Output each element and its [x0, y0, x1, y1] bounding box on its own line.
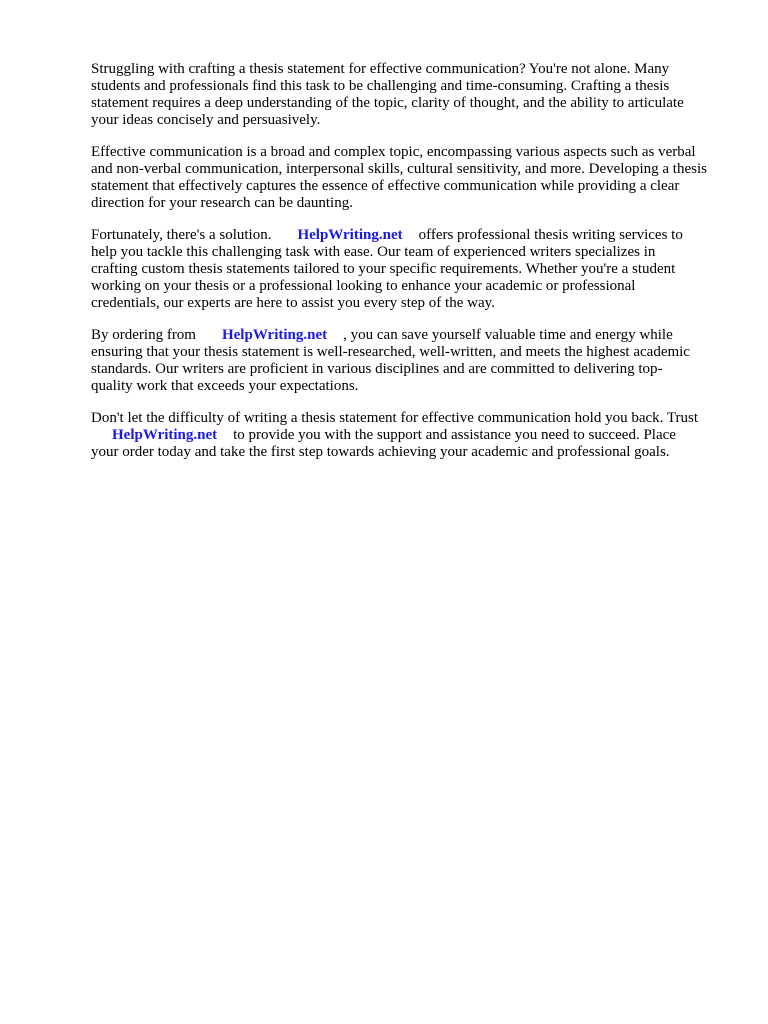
paragraph-line: credentials, our experts are here to assist you every step of the way. [91, 295, 495, 311]
paragraph-line [91, 227, 741, 244]
paragraph-line: help you tackle this challenging task with ease. Our team of experienced writers specializes in [91, 244, 656, 260]
paragraph-closing [91, 410, 741, 461]
paragraph-solution [91, 227, 741, 312]
line-text: By ordering from [91, 327, 196, 343]
paragraph-topic [91, 144, 741, 212]
paragraph-ordering [91, 327, 741, 395]
paragraph-line: your ideas concisely and persuasively. [91, 112, 321, 128]
paragraph-line: students and professionals find this task to be challenging and time-consuming. Crafting a thesis [91, 78, 670, 94]
line-text: Fortunately, there's a solution. [91, 227, 272, 243]
paragraph-line: and non-verbal communication, interpersonal skills, cultural sensitivity, and more. Developing a thesis [91, 161, 707, 177]
paragraph-line: direction for your research can be daunting. [91, 195, 353, 211]
paragraph-line: Don't let the difficulty of writing a thesis statement for effective communication hold you back. Trust [91, 410, 699, 426]
paragraph-line: crafting custom thesis statements tailored to your specific requirements. Whether you're a student [91, 261, 676, 277]
paragraph-line: statement requires a deep understanding of the topic, clarity of thought, and the ability to articulate [91, 95, 684, 111]
paragraph-line: Effective communication is a broad and complex topic, encompassing various aspects such as verbal [91, 144, 696, 160]
paragraph-line: working on your thesis or a professional looking to enhance your academic or professional [91, 278, 636, 294]
helpwriting-link[interactable]: HelpWriting.net [112, 427, 218, 443]
helpwriting-link[interactable]: HelpWriting.net [297, 227, 403, 243]
paragraph-line: standards. Our writers are proficient in various disciplines and are committed to delivering top- [91, 361, 663, 377]
paragraph-line: Struggling with crafting a thesis statement for effective communication? You're not alone. Many [91, 61, 670, 77]
paragraph-line: quality work that exceeds your expectations. [91, 378, 359, 394]
line-text: offers professional thesis writing services to [418, 227, 683, 243]
paragraph-line [91, 327, 741, 344]
helpwriting-link[interactable]: HelpWriting.net [221, 327, 328, 343]
paragraph-line: statement that effectively captures the essence of effective communication while providing a clear [91, 178, 680, 194]
line-text: to provide you with the support and assistance you need to succeed. Place [233, 427, 676, 443]
paragraph-line [91, 427, 741, 444]
line-text: , you can save yourself valuable time and energy while [343, 327, 673, 343]
paragraph-line: ensuring that your thesis statement is well-researched, well-written, and meets the highest academic [91, 344, 690, 360]
paragraph-line: your order today and take the first step towards achieving your academic and professional goals. [91, 444, 670, 460]
paragraph-intro [91, 61, 741, 129]
document-page [91, 61, 741, 476]
